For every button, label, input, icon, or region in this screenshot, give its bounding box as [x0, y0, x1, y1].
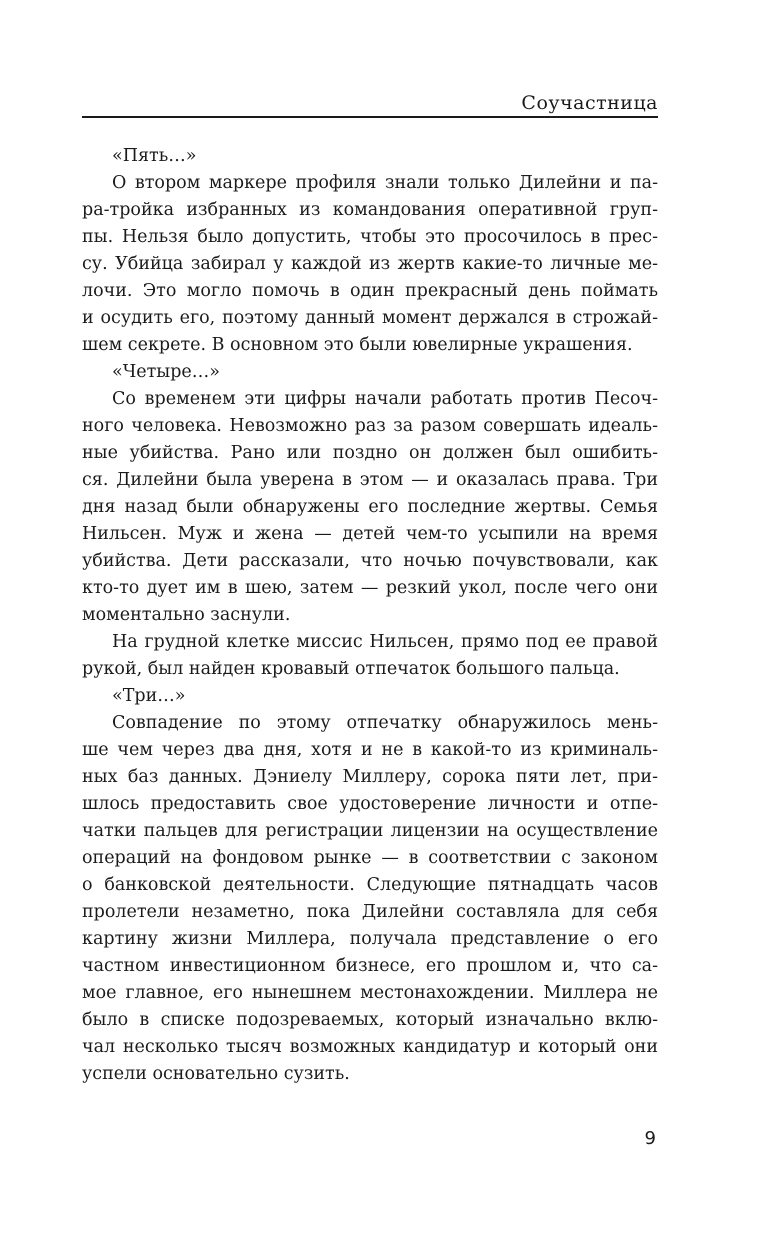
- text-line: шлось предоставить свое удостоверение личности и отпе-: [82, 794, 658, 814]
- text-line: чал несколько тысяч возможных кандидатур и который они: [82, 1037, 658, 1057]
- text-line: шем секрете. В основном это были ювелирные украшения.: [82, 335, 633, 355]
- text-line: су. Убийца забирал у каждой из жертв какие-то личные ме-: [82, 254, 658, 274]
- text-line: Со временем эти цифры начали работать против Песоч-: [112, 389, 658, 409]
- text-line: ных баз данных. Дэниелу Миллеру, сорока пяти лет, при-: [82, 767, 658, 787]
- text-line: успели основательно сузить.: [82, 1064, 350, 1084]
- text-line: было в списке подозреваемых, который изначально вклю-: [82, 1010, 658, 1030]
- text-line: «Пять…»: [112, 146, 197, 166]
- text-line: чатки пальцев для регистрации лицензии на осуществление: [82, 821, 658, 841]
- text-line: Нильсен. Муж и жена — детей чем-то усыпили на время: [82, 524, 658, 544]
- text-line: кто-то дует им в шею, затем — резкий укол, после чего они: [82, 578, 658, 598]
- text-line: На грудной клетке миссис Нильсен, прямо под ее правой: [112, 632, 658, 652]
- running-header-title: Соучастница: [521, 92, 658, 114]
- text-line: мое главное, его нынешнем местонахождении. Миллера не: [82, 983, 658, 1003]
- text-line: картину жизни Миллера, получала представление о его: [82, 929, 658, 949]
- text-line: о банковской деятельности. Следующие пятнадцать часов: [82, 875, 658, 895]
- text-line: моментально заснули.: [82, 605, 291, 625]
- text-line: «Четыре…»: [112, 362, 220, 382]
- text-line: ного человека. Невозможно раз за разом совершать идеаль-: [82, 416, 658, 436]
- text-line: О втором маркере профиля знали только Дилейни и па-: [112, 173, 658, 193]
- text-line: ше чем через два дня, хотя и не в какой-то из криминаль-: [82, 740, 658, 760]
- text-line: операций на фондовом рынке — в соответствии с законом: [82, 848, 658, 868]
- page-number: 9: [644, 1128, 656, 1149]
- text-line: убийства. Дети рассказали, что ночью почувствовали, как: [82, 551, 658, 571]
- text-line: дня назад были обнаружены его последние жертвы. Семья: [82, 497, 658, 517]
- body-text: [82, 143, 658, 1088]
- text-line: ра-тройка избранных из командования оперативной груп-: [82, 200, 658, 220]
- text-line: пролетели незаметно, пока Дилейни составляла для себя: [82, 902, 658, 922]
- text-line: и осудить его, поэтому данный момент держался в строжай-: [82, 308, 658, 328]
- text-line: Совпадение по этому отпечатку обнаружилось мень-: [112, 713, 658, 733]
- text-line: лочи. Это могло помочь в один прекрасный день поймать: [82, 281, 658, 301]
- text-line: частном инвестиционном бизнесе, его прошлом и, что са-: [82, 956, 658, 976]
- text-line: ные убийства. Рано или поздно он должен был ошибить-: [82, 443, 658, 463]
- text-line: пы. Нельзя было допустить, чтобы это просочилось в прес-: [82, 227, 658, 247]
- text-line: рукой, был найден кровавый отпечаток большого пальца.: [82, 659, 620, 679]
- text-line: «Три…»: [112, 686, 186, 706]
- header-divider: [82, 116, 658, 118]
- text-line: ся. Дилейни была уверена в этом — и оказалась права. Три: [82, 470, 658, 490]
